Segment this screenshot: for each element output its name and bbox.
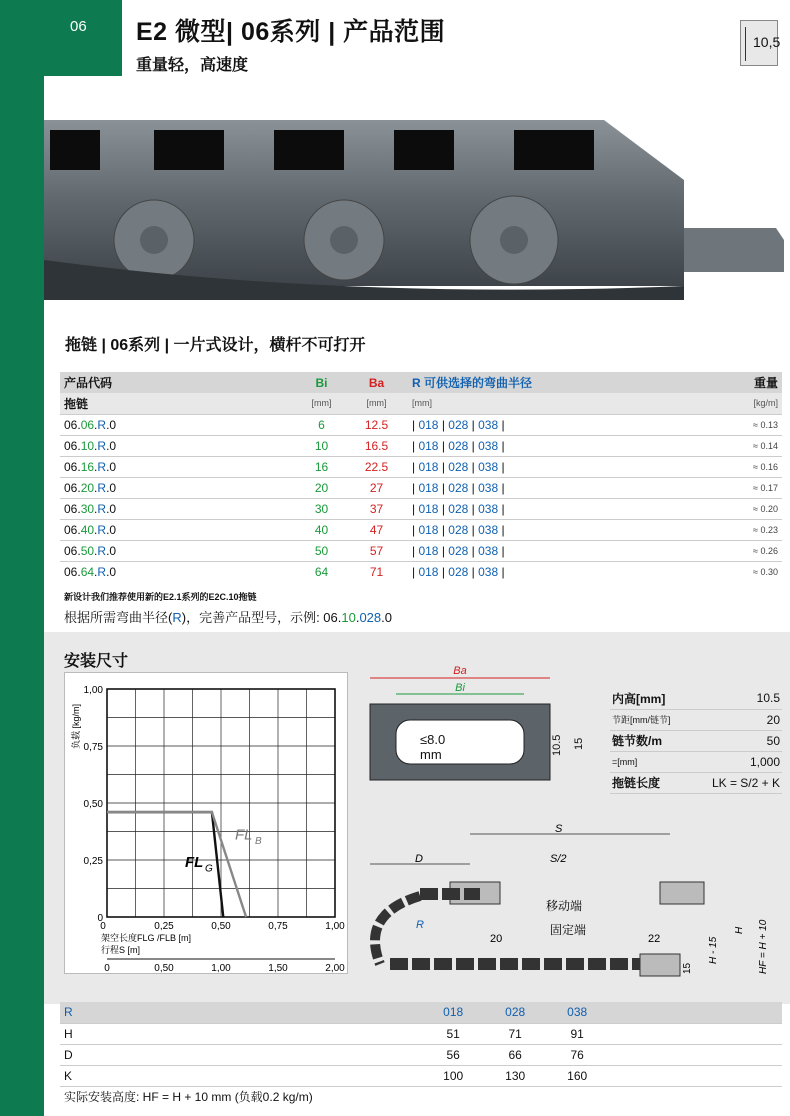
bi-value: 40	[294, 519, 349, 540]
product-code: 06.06.R.0	[60, 414, 294, 435]
dim-cell: 51	[422, 1023, 484, 1044]
x2-tick-label: 2,00	[325, 963, 345, 974]
table-row	[60, 540, 782, 561]
spec-value: 20	[690, 709, 782, 730]
dim-cell: 130	[484, 1065, 546, 1086]
ba-value: 47	[349, 519, 404, 540]
bi-value: 30	[294, 498, 349, 519]
bi-value: 10	[294, 435, 349, 456]
ba-value: 57	[349, 540, 404, 561]
x-tick-label: 0,25	[154, 921, 174, 932]
weight-value: ≈ 0.20	[714, 498, 782, 519]
radius-options: | 018 | 028 | 038 |	[404, 477, 714, 498]
cross-section-diagram	[360, 660, 600, 790]
dim-cell: 100	[422, 1065, 484, 1086]
dim-hf: HF = H + 10	[758, 919, 769, 974]
radius-options: | 018 | 028 | 038 |	[404, 435, 714, 456]
dim-cell: H	[60, 1023, 422, 1044]
dim-h15: H - 15	[708, 936, 719, 964]
spec-value: 50	[690, 730, 782, 751]
table-row	[60, 519, 782, 540]
weight-value: ≈ 0.16	[714, 456, 782, 477]
y-tick-label: 0,75	[83, 742, 103, 753]
install-height-note: 实际安装高度: HF = H + 10 mm (负载0.2 kg/m)	[64, 1090, 313, 1104]
page-title: E2 微型| 06系列 | 产品范围	[136, 18, 446, 46]
note-new-design: 新设计我们推荐使用新的E2.1系列的E2C.10拖链	[64, 592, 257, 602]
spec-key: 节距[mm/链节]	[610, 709, 690, 730]
dim-header-cell: 018	[422, 1002, 484, 1023]
radius-options: | 018 | 028 | 038 |	[404, 540, 714, 561]
spec-value: 10.5	[690, 688, 782, 709]
y-tick-label: 0,50	[83, 799, 103, 810]
dim-row	[60, 1044, 782, 1065]
weight-value: ≈ 0.26	[714, 540, 782, 561]
spec-row	[610, 751, 782, 772]
bi-value: 64	[294, 561, 349, 582]
load-chart	[64, 672, 348, 974]
unit-weight: [kg/m]	[714, 393, 782, 414]
s-label: S	[555, 824, 563, 835]
pitch-20: 20	[490, 933, 503, 945]
spec-key: 拖链长度	[610, 772, 690, 793]
spec-key: 链节数/m	[610, 730, 690, 751]
h1-label: 10.5	[551, 734, 563, 756]
pitch-22: 22	[648, 933, 661, 945]
fixed-end-label: 固定端	[550, 923, 587, 937]
x2-axis-label: 行程S [m]	[101, 945, 141, 955]
badge-value: 10,5	[753, 34, 781, 50]
col-product-code: 产品代码	[60, 372, 294, 393]
dim-cell: 66	[484, 1044, 546, 1065]
product-code: 06.40.R.0	[60, 519, 294, 540]
dim-cell: 160	[546, 1065, 608, 1086]
series-line-flb	[107, 812, 246, 917]
height-arrow-icon	[745, 27, 746, 61]
dim-header-cell: R	[60, 1002, 422, 1023]
x-axis-label: 架空长度FLG /FLB [m]	[101, 933, 192, 943]
ba-label: Ba	[453, 665, 467, 677]
bi-label: Bi	[455, 682, 465, 694]
table-header	[60, 372, 782, 393]
col-radius	[404, 372, 714, 393]
table-row	[60, 561, 782, 582]
table-row	[60, 435, 782, 456]
weight-value: ≈ 0.30	[714, 561, 782, 582]
spec-row	[610, 688, 782, 709]
product-code: 06.64.R.0	[60, 561, 294, 582]
product-code: 06.30.R.0	[60, 498, 294, 519]
ba-value: 71	[349, 561, 404, 582]
fixed-end-bracket	[640, 954, 680, 976]
weight-value: ≈ 0.23	[714, 519, 782, 540]
product-code: 06.16.R.0	[60, 456, 294, 477]
product-code: 06.50.R.0	[60, 540, 294, 561]
y-axis-label: 负载 [kg/m]	[71, 703, 81, 749]
bi-value: 50	[294, 540, 349, 561]
radius-options: | 018 | 028 | 038 |	[404, 498, 714, 519]
s2-label: S/2	[550, 853, 567, 865]
radius-label: R	[416, 919, 424, 931]
moving-end-bracket-right	[660, 882, 704, 904]
spec-key: =[mm]	[610, 751, 690, 772]
d-label: D	[415, 853, 423, 865]
spec-key: 内高[mm]	[610, 688, 690, 709]
y-tick-label: 0,25	[83, 856, 103, 867]
unit-bi: [mm]	[294, 393, 349, 414]
product-photo	[44, 100, 790, 300]
dim-table-header	[60, 1002, 782, 1023]
radius-options: | 018 | 028 | 038 |	[404, 414, 714, 435]
y-tick-label: 1,00	[83, 685, 103, 696]
table-row	[60, 477, 782, 498]
ba-value: 16.5	[349, 435, 404, 456]
dim-cell: 76	[546, 1044, 608, 1065]
flg-sub: G	[205, 863, 213, 875]
x2-tick-label: 1,00	[211, 963, 231, 974]
col-bi: Bi	[294, 372, 349, 393]
spec-row	[610, 709, 782, 730]
inner-dim: ≤8.0	[420, 732, 446, 747]
section-tab: 06	[44, 0, 122, 76]
dim-15: 15	[682, 962, 693, 974]
chain-bend	[375, 896, 420, 964]
radius-options: | 018 | 028 | 038 |	[404, 519, 714, 540]
table-subheader	[60, 393, 782, 414]
note-example: 根据所需弯曲半径(R)，完善产品型号，示例: 06.10.028.0	[64, 610, 392, 625]
unit-r: [mm]	[404, 393, 714, 414]
inner-height-badge	[740, 20, 781, 66]
dim-cell: 56	[422, 1044, 484, 1065]
col-weight: 重量	[714, 372, 782, 393]
moving-end-label: 移动端	[546, 899, 583, 913]
spec-table	[610, 688, 782, 794]
section-heading-chain: 拖链 | 06系列 | 一片式设计，横杆不可打开	[65, 337, 366, 354]
spec-value: LK = S/2 + K	[690, 772, 782, 793]
ba-value: 27	[349, 477, 404, 498]
spec-value: 1,000	[690, 751, 782, 772]
flg-label: FL	[185, 853, 204, 871]
section-heading-install: 安装尺寸	[64, 653, 129, 670]
link-opening	[396, 720, 524, 764]
col-ba: Ba	[349, 372, 404, 393]
x-tick-label: 1,00	[325, 921, 345, 932]
dim-cell: 91	[546, 1023, 608, 1044]
weight-value: ≈ 0.14	[714, 435, 782, 456]
radius-options: | 018 | 028 | 038 |	[404, 561, 714, 582]
dimension-table	[60, 1002, 782, 1087]
radius-options: | 018 | 028 | 038 |	[404, 456, 714, 477]
dim-row	[60, 1023, 782, 1044]
product-code: 06.20.R.0	[60, 477, 294, 498]
bi-value: 20	[294, 477, 349, 498]
table-row	[60, 498, 782, 519]
x2-tick-label: 0,50	[154, 963, 174, 974]
dim-header-cell: 028	[484, 1002, 546, 1023]
dim-cell: K	[60, 1065, 422, 1086]
y-tick-label: 0	[97, 913, 103, 924]
dim-row	[60, 1065, 782, 1086]
bi-value: 16	[294, 456, 349, 477]
x-tick-label: 0,75	[268, 921, 288, 932]
flb-sub: B	[255, 836, 262, 848]
x2-tick-label: 0	[104, 963, 110, 974]
col-radius-label: R 可供选择的弯曲半径	[412, 376, 533, 390]
inner-unit: mm	[420, 747, 442, 762]
table-row	[60, 456, 782, 477]
x2-tick-label: 1,50	[268, 963, 288, 974]
weight-value: ≈ 0.13	[714, 414, 782, 435]
unit-ba: [mm]	[349, 393, 404, 414]
ba-value: 22.5	[349, 456, 404, 477]
dim-cell: D	[60, 1044, 422, 1065]
weight-value: ≈ 0.17	[714, 477, 782, 498]
side-color-bar	[0, 0, 44, 1116]
chain-photo-svg	[44, 100, 790, 300]
x-tick-label: 0,50	[211, 921, 231, 932]
product-table	[60, 372, 782, 582]
x-tick-label: 0	[100, 921, 106, 932]
table-row	[60, 414, 782, 435]
dim-header-cell: 038	[546, 1002, 608, 1023]
sub-chain: 拖链	[60, 393, 294, 414]
product-code: 06.10.R.0	[60, 435, 294, 456]
install-diagram	[360, 824, 780, 994]
dim-cell: 71	[484, 1023, 546, 1044]
ba-value: 37	[349, 498, 404, 519]
load-chart-svg	[65, 673, 349, 975]
bi-value: 6	[294, 414, 349, 435]
page-subtitle: 重量轻，高速度	[136, 57, 249, 74]
ba-value: 12.5	[349, 414, 404, 435]
spec-row	[610, 772, 782, 793]
spec-row	[610, 730, 782, 751]
flb-label: FL	[235, 826, 253, 844]
dim-h: H	[734, 926, 745, 934]
h2-label: 15	[573, 737, 585, 750]
